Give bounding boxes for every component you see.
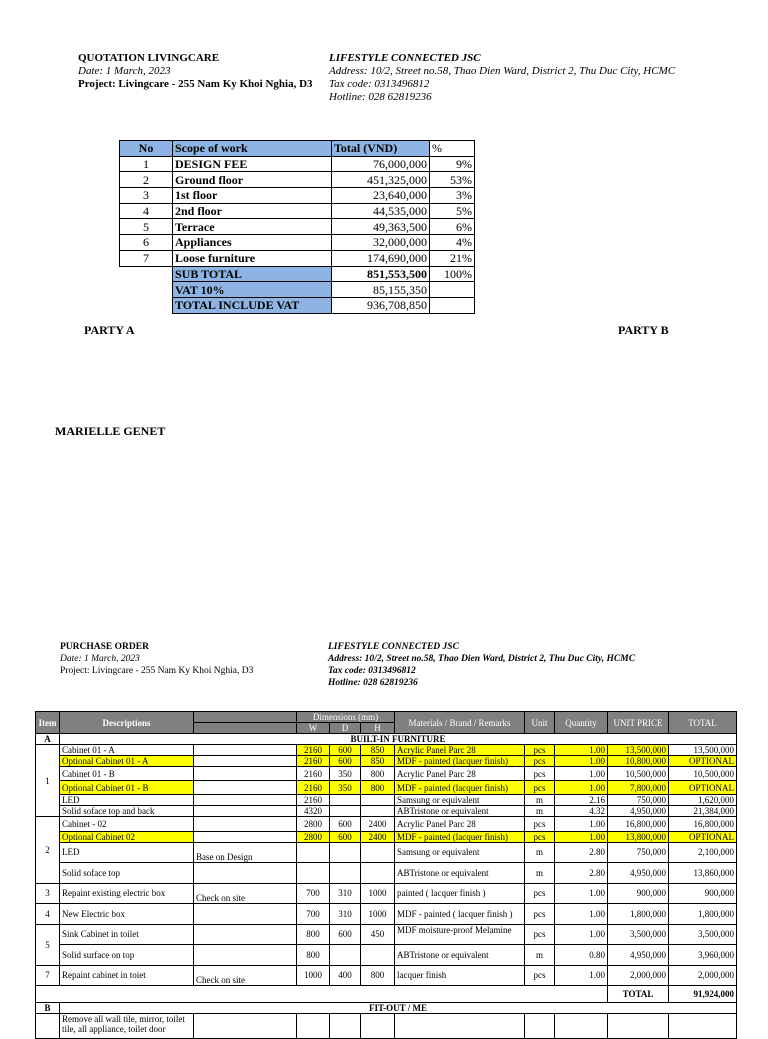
po-row [36,965,737,986]
po-row [36,817,737,831]
po-material: MDF - painted ( lacquer finish ) [395,904,525,925]
po-section-title: BUILT-IN FURNITURE [60,734,737,745]
po-unit-price: 7,800,000 [608,781,669,795]
po-section-row [36,1003,737,1014]
po-row [36,1014,737,1039]
company-name: LIFESTYLE CONNECTED JSC [329,52,481,64]
po-item-number: 4 [36,904,60,925]
po-section-code: A [36,734,60,745]
po-row [36,781,737,795]
po-section-code: B [36,1003,60,1014]
summary-scope: Ground floor [173,172,332,188]
summary-scope: Loose furniture [173,250,332,266]
summary-subtotal-pct: 100% [430,266,475,282]
po-note [194,904,297,925]
po-row [36,883,737,904]
po-material: lacquer finish [395,965,525,986]
po-item-number: 5 [36,924,60,965]
po-row [36,842,737,863]
summary-subtotal-value: 851,553,500 [332,266,430,282]
party-b-label: PARTY B [618,323,669,337]
po-total: 1,800,000 [669,904,737,925]
po-total: 900,000 [669,883,737,904]
po-total: 13,860,000 [669,863,737,884]
po-material: Acrylic Panel Parc 28 [395,767,525,781]
po-total: 3,500,000 [669,924,737,945]
summary-header-scope: Scope of work [173,141,332,157]
po-qty: 1.00 [555,745,608,756]
po-qty: 4.32 [555,806,608,817]
summary-no: 7 [120,250,173,266]
po-material: Acrylic Panel Parc 28 [395,745,525,756]
summary-scope: Appliances [173,235,332,251]
po-note [194,795,297,806]
po-desc: Cabinet - 02 [60,817,194,831]
po-qty: 2.16 [555,795,608,806]
po-row [36,795,737,806]
po-note: Check on site [194,965,297,986]
po-material: Samsung or equivalent [395,842,525,863]
summary-scope: 1st floor [173,188,332,204]
po-header-qty: Quantity [555,712,608,734]
summary-total: 451,325,000 [332,172,430,188]
po-dim-h: 2400 [361,817,395,831]
po-note [194,817,297,831]
summary-no: 3 [120,188,173,204]
po-total: 1,620,000 [669,795,737,806]
summary-total: 23,640,000 [332,188,430,204]
po-company-hotline: Hotline: 028 62819236 [328,678,418,688]
po-total: 2,000,000 [669,965,737,986]
po-qty: 1.00 [555,904,608,925]
po-material: Samsung or equivalent [395,795,525,806]
po-dim-w: 2160 [297,795,330,806]
po-header-w: W [297,723,330,734]
po-total: OPTIONAL [669,781,737,795]
po-dim-w: 700 [297,883,330,904]
po-item-number [36,1014,60,1039]
po-row [36,806,737,817]
summary-grand-value: 936,708,850 [332,297,430,313]
po-item-number: 3 [36,883,60,904]
po-dim-w: 2160 [297,745,330,756]
summary-grand-row [120,297,475,313]
po-company-block [328,641,635,689]
po-empty-cell [669,1014,737,1039]
po-dim-d [330,842,361,863]
po-note [194,756,297,767]
summary-vat-value: 85,155,350 [332,282,430,298]
company-hotline: Hotline: 028 62819236 [329,91,432,103]
po-empty-cell [525,1014,555,1039]
po-material: Acrylic Panel Parc 28 [395,817,525,831]
po-dim-w: 2160 [297,781,330,795]
summary-blank [120,297,173,313]
po-material: painted ( lacquer finish ) [395,883,525,904]
po-unit-price: 13,800,000 [608,831,669,842]
po-header-blank [194,723,297,734]
po-empty-cell [330,1014,361,1039]
summary-total: 174,690,000 [332,250,430,266]
summary-scope: DESIGN FEE [173,156,332,172]
summary-row [120,219,475,235]
po-qty: 1.00 [555,965,608,986]
summary-table [119,140,475,314]
po-material: ABTristone or equivalent [395,863,525,884]
po-desc: Repaint existing electric box [60,883,194,904]
po-item-number: 2 [36,817,60,883]
summary-pct: 9% [430,156,475,172]
quote-date: Date: 1 March, 2023 [78,65,171,77]
po-material: ABTristone or equivalent [395,806,525,817]
po-desc: Sink Cabinet in toilet [60,924,194,945]
po-header-h: H [361,723,395,734]
po-row [36,863,737,884]
po-row [36,904,737,925]
summary-row [120,188,475,204]
summary-pct: 53% [430,172,475,188]
po-row [36,924,737,945]
po-section-row [36,734,737,745]
po-item-number: 7 [36,965,60,986]
po-table [35,711,737,1039]
po-dim-h: 800 [361,965,395,986]
po-dim-w: 700 [297,904,330,925]
po-note [194,863,297,884]
po-dim-w: 2160 [297,756,330,767]
po-dim-h [361,945,395,966]
po-header-item: Item [36,712,60,734]
company-address: Address: 10/2, Street no.58, Thao Dien Ward, District 2, Thu Duc City, HCMC [329,65,676,77]
po-dim-d: 600 [330,756,361,767]
po-dim-w: 800 [297,924,330,945]
po-desc: LED [60,842,194,863]
summary-row [120,235,475,251]
po-total-spacer [36,986,608,1003]
summary-grand-label: TOTAL INCLUDE VAT [173,297,332,313]
po-dim-h: 1000 [361,883,395,904]
po-unit: m [525,795,555,806]
po-header-unit: Unit [525,712,555,734]
po-unit: m [525,863,555,884]
po-material: MDF - painted (lacquer finish) [395,831,525,842]
po-desc: Cabinet 01 - B [60,767,194,781]
po-header-d: D [330,723,361,734]
po-empty-cell [361,1014,395,1039]
po-dim-d: 350 [330,767,361,781]
summary-pct: 6% [430,219,475,235]
po-row [36,756,737,767]
po-qty: 1.00 [555,756,608,767]
po-header-desc: Descriptions [60,712,194,734]
po-unit-price: 750,000 [608,842,669,863]
po-desc: Optional Cabinet 02 [60,831,194,842]
po-note [194,806,297,817]
po-qty: 2.80 [555,842,608,863]
po-unit-price: 16,800,000 [608,817,669,831]
po-note [194,781,297,795]
po-unit: pcs [525,883,555,904]
company-block [329,52,675,104]
po-unit-price: 750,000 [608,795,669,806]
party-a-label: PARTY A [84,323,135,337]
summary-no: 4 [120,203,173,219]
po-dim-d [330,945,361,966]
po-material: ABTristone or equivalent [395,945,525,966]
po-dim-w [297,863,330,884]
summary-row [120,250,475,266]
po-row [36,945,737,966]
summary-pct: 4% [430,235,475,251]
po-item-number: 1 [36,745,60,817]
summary-pct: 21% [430,250,475,266]
po-dim-w: 1000 [297,965,330,986]
po-note [194,745,297,756]
po-dim-h: 1000 [361,904,395,925]
po-note: Base on Design [194,842,297,863]
summary-subtotal-row [120,266,475,282]
po-unit: pcs [525,904,555,925]
summary-total: 32,000,000 [332,235,430,251]
po-unit: m [525,945,555,966]
po-unit-price: 4,950,000 [608,863,669,884]
po-total-row [36,986,737,1003]
po-header-row [36,712,737,723]
po-desc: New Electric box [60,904,194,925]
po-unit: pcs [525,767,555,781]
summary-pct: 3% [430,188,475,204]
po-header-dims: Dimensions (mm) [297,712,395,723]
po-qty: 1.00 [555,924,608,945]
po-desc: LED [60,795,194,806]
po-header-blank [194,712,297,723]
po-unit-price: 10,500,000 [608,767,669,781]
po-empty-cell [608,1014,669,1039]
summary-row [120,172,475,188]
quote-title: QUOTATION LIVINGCARE [78,52,220,64]
summary-header-total: Total (VND) [332,141,430,157]
po-dim-d: 310 [330,883,361,904]
summary-pct: 5% [430,203,475,219]
po-material: MDF moisture-proof Melamine [395,924,525,945]
po-dim-h: 850 [361,745,395,756]
po-unit-price: 3,500,000 [608,924,669,945]
po-dim-w: 800 [297,945,330,966]
po-unit: pcs [525,924,555,945]
po-dim-d: 600 [330,831,361,842]
summary-no: 2 [120,172,173,188]
po-section-title: FIT-OUT / ME [60,1003,737,1014]
po-dim-d: 400 [330,965,361,986]
summary-scope: Terrace [173,219,332,235]
po-desc: Repaint cabinet in toiet [60,965,194,986]
po-total: 2,100,000 [669,842,737,863]
po-note [194,831,297,842]
summary-scope: 2nd floor [173,203,332,219]
summary-vat-row [120,282,475,298]
po-unit: pcs [525,965,555,986]
po-qty: 0.80 [555,945,608,966]
po-unit-price: 13,500,000 [608,745,669,756]
summary-blank [120,266,173,282]
po-unit: pcs [525,831,555,842]
po-dim-d [330,795,361,806]
po-note [194,924,297,945]
summary-subtotal-label: SUB TOTAL [173,266,332,282]
po-project: Project: Livingcare - 255 Nam Ky Khoi Nghia, D3 [60,666,254,676]
po-total: 21,384,000 [669,806,737,817]
po-dim-h [361,795,395,806]
summary-no: 6 [120,235,173,251]
po-note [194,767,297,781]
po-dim-h: 450 [361,924,395,945]
po-company-address: Address: 10/2, Street no.58, Thao Dien Ward, District 2, Thu Duc City, HCMC [328,654,636,664]
po-desc: Optional Cabinet 01 - A [60,756,194,767]
po-unit-price: 1,800,000 [608,904,669,925]
po-total: OPTIONAL [669,831,737,842]
summary-total: 44,535,000 [332,203,430,219]
po-unit: pcs [525,756,555,767]
po-empty-cell [395,1014,525,1039]
po-date: Date: 1 March, 2023 [60,654,140,664]
po-dim-d: 600 [330,924,361,945]
po-unit-price: 4,950,000 [608,945,669,966]
po-desc: Solid surface on top [60,945,194,966]
po-unit-price: 10,800,000 [608,756,669,767]
po-note [194,945,297,966]
po-qty: 1.00 [555,883,608,904]
po-dim-h [361,863,395,884]
po-total: 3,960,000 [669,945,737,966]
po-row [36,831,737,842]
po-dim-w: 2160 [297,767,330,781]
po-qty: 1.00 [555,817,608,831]
summary-no: 5 [120,219,173,235]
po-dim-h: 2400 [361,831,395,842]
po-empty-cell [555,1014,608,1039]
summary-row [120,203,475,219]
po-unit-price: 4,950,000 [608,806,669,817]
po-header [60,641,253,677]
po-dim-d [330,863,361,884]
po-material: MDF - painted (lacquer finish) [395,781,525,795]
po-empty-cell [297,1014,330,1039]
summary-row [120,156,475,172]
po-dim-h: 850 [361,756,395,767]
po-dim-d: 600 [330,745,361,756]
po-material: MDF - painted (lacquer finish) [395,756,525,767]
po-dim-h [361,842,395,863]
po-total-label: TOTAL [608,986,669,1003]
summary-vat-pct [430,282,475,298]
po-dim-h: 800 [361,767,395,781]
summary-vat-label: VAT 10% [173,282,332,298]
po-qty: 1.00 [555,767,608,781]
po-total: OPTIONAL [669,756,737,767]
po-unit: pcs [525,817,555,831]
po-row [36,767,737,781]
po-dim-h: 800 [361,781,395,795]
summary-blank [120,282,173,298]
po-dim-d [330,806,361,817]
po-row [36,745,737,756]
po-qty: 1.00 [555,781,608,795]
po-dim-w: 4320 [297,806,330,817]
po-dim-d: 600 [330,817,361,831]
summary-grand-pct [430,297,475,313]
po-dim-w: 2800 [297,831,330,842]
po-company-name: LIFESTYLE CONNECTED JSC [328,642,459,652]
po-dim-d: 350 [330,781,361,795]
po-desc: Solid soface top and back [60,806,194,817]
po-dim-w: 2800 [297,817,330,831]
summary-header-no: No [120,141,173,157]
company-tax: Tax code: 0313496812 [329,78,430,90]
po-company-tax: Tax code: 0313496812 [328,666,416,676]
po-dim-d: 310 [330,904,361,925]
po-unit-price: 2,000,000 [608,965,669,986]
po-dim-w [297,842,330,863]
po-unit: pcs [525,745,555,756]
po-dim-h [361,806,395,817]
summary-header-pct: % [430,141,475,157]
quote-header [78,52,313,91]
summary-header-row [120,141,475,157]
po-empty-cell [194,1014,297,1039]
po-header-materials: Materials / Brand / Remarks [395,712,525,734]
quote-project: Project: Livingcare - 255 Nam Ky Khoi Nghia, D3 [78,78,313,90]
po-unit: m [525,806,555,817]
po-unit: pcs [525,781,555,795]
po-qty: 2.80 [555,863,608,884]
po-total-value: 91,924,000 [669,986,737,1003]
summary-no: 1 [120,156,173,172]
po-header-total: TOTAL [669,712,737,734]
po-desc: Optional Cabinet 01 - B [60,781,194,795]
po-qty: 1.00 [555,831,608,842]
po-total: 10,500,000 [669,767,737,781]
po-total: 13,500,000 [669,745,737,756]
party-a-signer: MARIELLE GENET [55,424,166,438]
po-desc: Remove all wall tile, mirror, toilet tile, all appliance, toilet door [60,1014,194,1039]
summary-total: 49,363,500 [332,219,430,235]
po-note: Check on site [194,883,297,904]
po-desc: Cabinet 01 - A [60,745,194,756]
summary-total: 76,000,000 [332,156,430,172]
po-title: PURCHASE ORDER [60,642,149,652]
po-desc: Solid soface top [60,863,194,884]
po-unit: m [525,842,555,863]
po-total: 16,800,000 [669,817,737,831]
po-header-price: UNIT PRICE [608,712,669,734]
po-unit-price: 900,000 [608,883,669,904]
